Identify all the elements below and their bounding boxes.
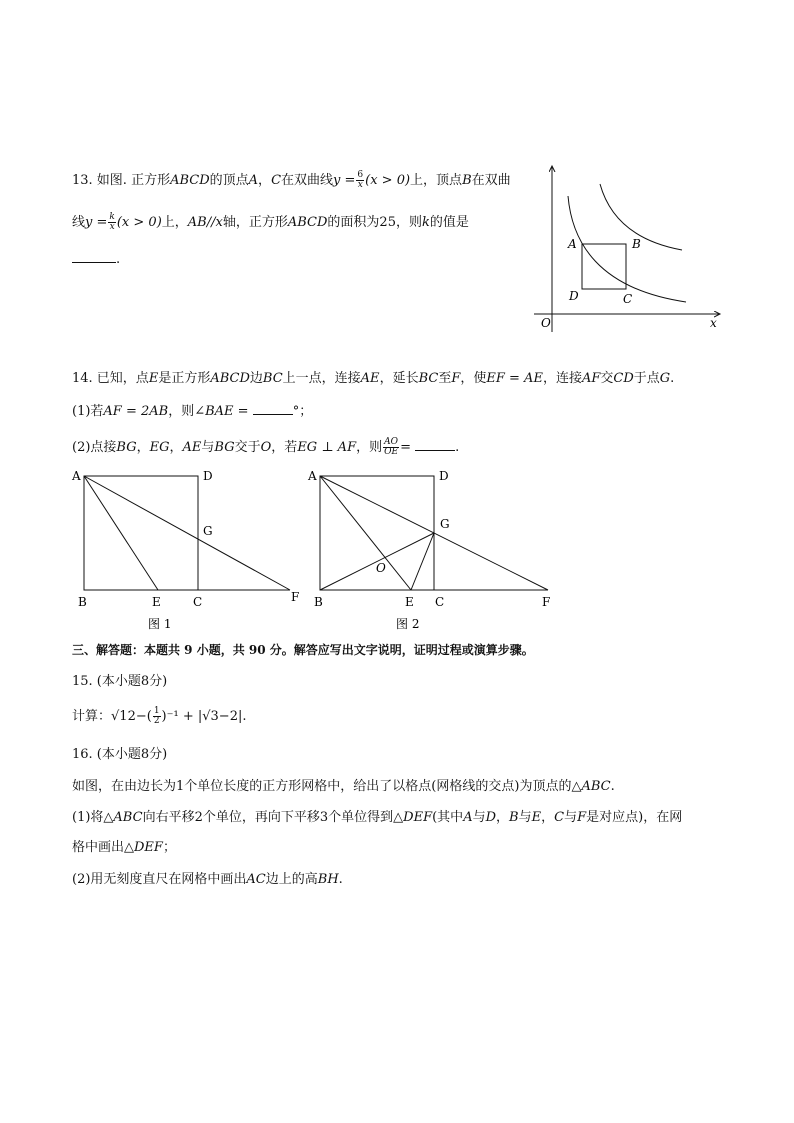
section-3-heading: 三、解答题：本题共 9 小题，共 90 分。解答应写出文字说明，证明过程或演算步骤。 xyxy=(72,643,534,657)
hyperbola-graph xyxy=(528,162,728,337)
q13-line3: . xyxy=(72,250,120,269)
label-F: F xyxy=(542,595,551,609)
segment-ae xyxy=(320,476,411,590)
q15-title: 15. (本小题8分) xyxy=(72,674,168,689)
label-G: G xyxy=(203,524,213,538)
q13-line2: 线y = $\frac{k}{x}$ (x > 0)上，AB//x轴，正方形ABCD的面积为25，则k的值是 xyxy=(72,212,469,232)
label-A: A xyxy=(72,469,81,483)
fraction-k-over-x: $\frac{k}{x}$ xyxy=(109,212,115,232)
label-C: C xyxy=(435,595,445,609)
fraction-half: $\frac{1}{2}$ xyxy=(153,706,160,726)
segment-ae xyxy=(84,476,158,590)
hyperbola-inner xyxy=(568,196,686,302)
q14-part2: (2)点接BG，EG，AE与BG交于O，若EG ⊥ AF，则 $\frac{AO}{OE}$ = . xyxy=(72,437,460,457)
label-A: A xyxy=(568,237,577,251)
label-D: D xyxy=(569,289,579,303)
fraction-6-over-x: $\frac{6}{x}$ xyxy=(357,170,364,190)
q15-expression: 计算：√12−( $\frac{1}{2}$ )⁻¹ + |√3−2|. xyxy=(72,706,247,726)
q14-line1: 14. 已知，点E是正方形ABCD边BC上一点，连接AE，延长BC至F，使EF = AE，连接AF交CD于点G. xyxy=(72,371,675,386)
q16-intro: 如图，在由边长为1个单位长度的正方形网格中，给出了以格点(网格线的交点)为顶点的△ABC. xyxy=(72,779,615,794)
label-B: B xyxy=(314,595,323,609)
q13-line1: 13. 如图. 正方形ABCD的顶点A，C在双曲线y = $\frac{6}{x}$ (x > 0)上，顶点B在双曲 xyxy=(72,170,511,190)
q16-part1-line1: (1)将△ABC向右平移2个单位，再向下平移3个单位得到△DEF(其中A与D，B与E，C与F是对应点)，在网 xyxy=(72,810,683,825)
label-F: F xyxy=(291,590,300,604)
label-B: B xyxy=(78,595,87,609)
figure-1 xyxy=(70,464,310,634)
label-C: C xyxy=(193,595,203,609)
label-A: A xyxy=(308,469,317,483)
figure-2-caption: 图 2 xyxy=(396,617,420,631)
hyperbola-outer xyxy=(600,184,682,250)
label-E: E xyxy=(405,595,414,609)
label-B: B xyxy=(632,237,641,251)
label-D: D xyxy=(203,469,213,483)
segment-eg xyxy=(411,533,434,590)
label-G: G xyxy=(440,517,450,531)
label-O: O xyxy=(376,561,386,575)
figure-1-caption: 图 1 xyxy=(148,617,172,631)
q16-part1-line2: 格中画出△DEF； xyxy=(72,840,176,855)
label-E: E xyxy=(152,595,161,609)
q16-title: 16. (本小题8分) xyxy=(72,747,168,762)
label-D: D xyxy=(439,469,449,483)
label-x: x xyxy=(710,316,717,330)
answer-blank xyxy=(253,402,293,415)
square-1 xyxy=(84,476,198,590)
fraction-AO-over-OE: $\frac{AO}{OE}$ xyxy=(384,437,399,457)
answer-blank xyxy=(72,250,116,263)
segment-af xyxy=(84,476,290,590)
answer-blank xyxy=(415,438,455,451)
figure-2 xyxy=(306,464,566,634)
label-O: O xyxy=(541,316,551,330)
label-C: C xyxy=(623,292,633,306)
q14-part1: (1)若AF = 2AB，则∠BAE = °； xyxy=(72,404,313,419)
q16-part2: (2)用无刻度直尺在网格中画出AC边上的高BH. xyxy=(72,872,343,887)
square-abcd xyxy=(582,244,626,289)
